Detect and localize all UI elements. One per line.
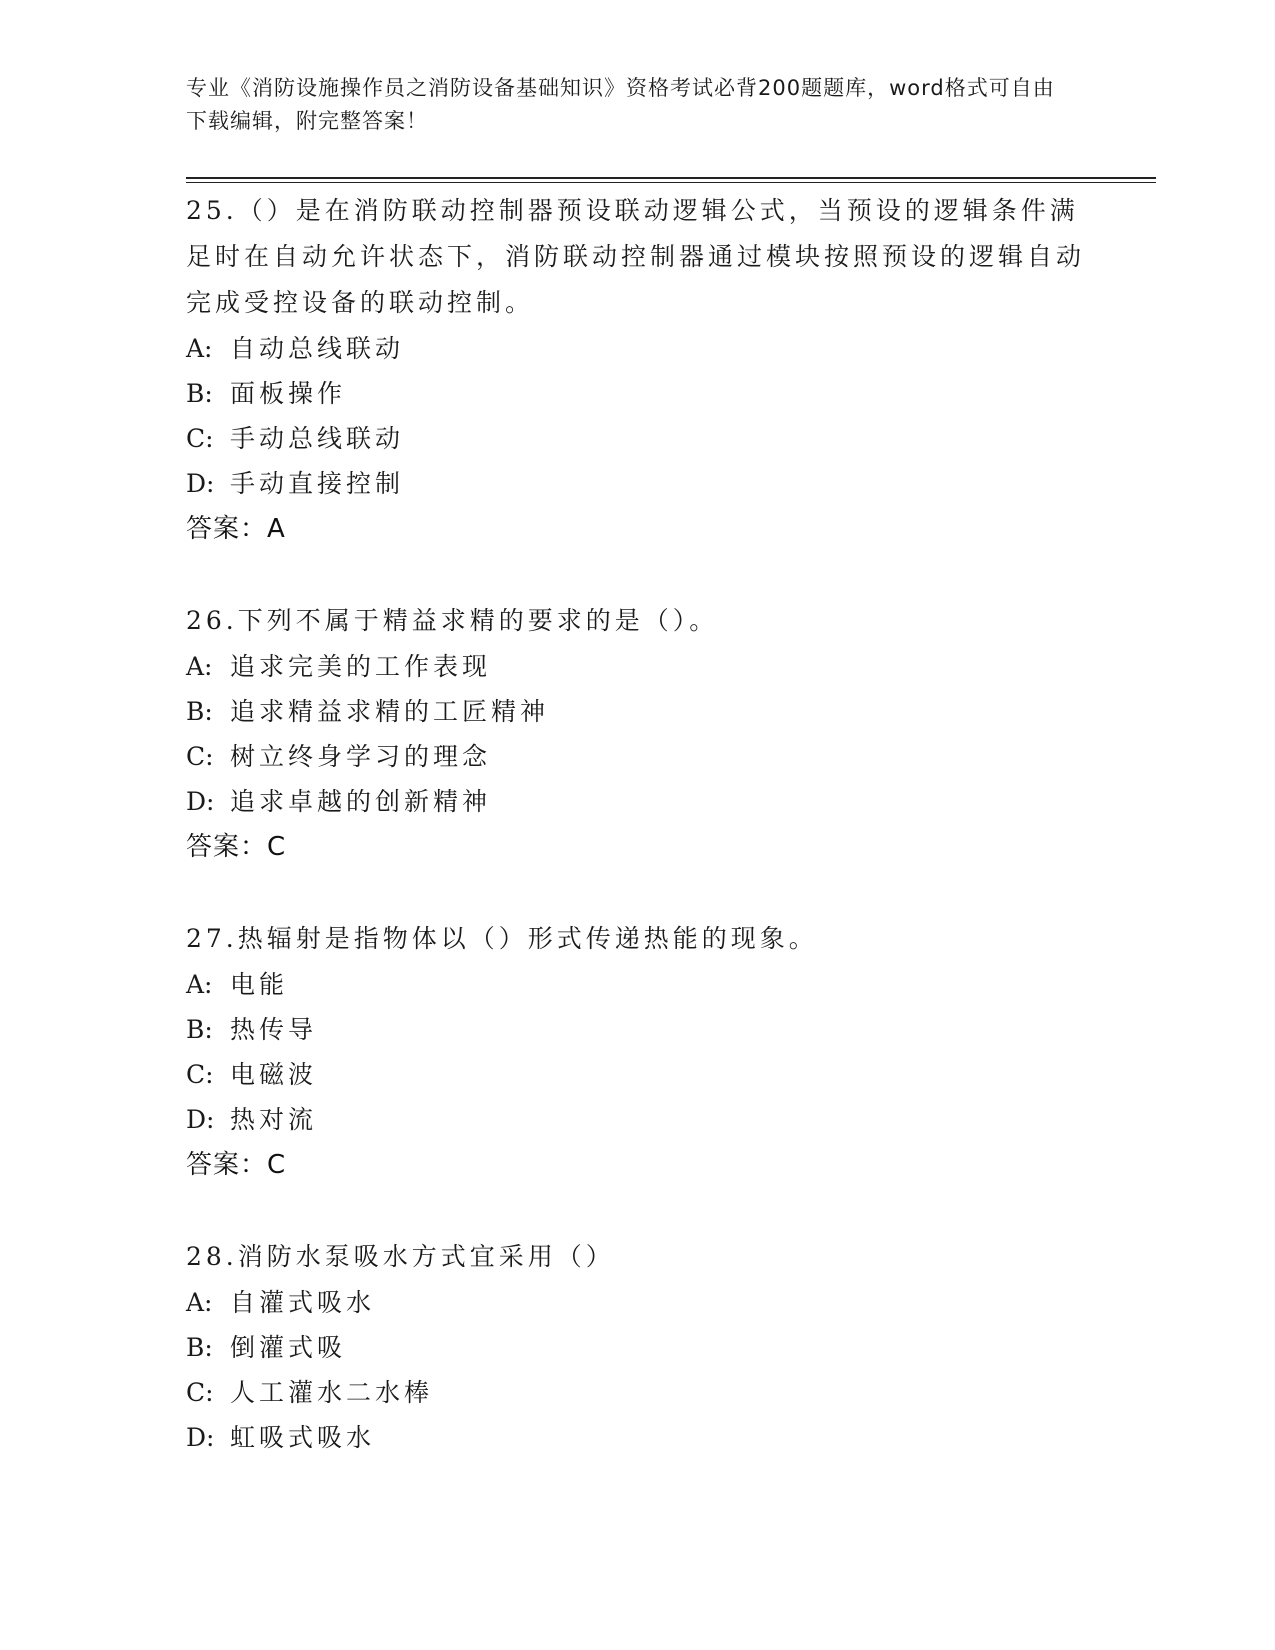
option-letter: C: bbox=[186, 1378, 214, 1407]
option-b bbox=[186, 371, 1086, 416]
question-list bbox=[186, 188, 1086, 1506]
option-letter: D: bbox=[186, 1423, 215, 1452]
option-text: 面板操作 bbox=[230, 379, 347, 408]
option-text: 追求精益求精的工匠精神 bbox=[230, 697, 550, 726]
option-text: 追求完美的工作表现 bbox=[230, 652, 492, 681]
option-letter: C: bbox=[186, 742, 214, 771]
question-stem: 25.（）是在消防联动控制器预设联动逻辑公式，当预设的逻辑条件满足时在自动允许状态下，消防联动控制器通过模块按照预设的逻辑自动完成受控设备的联动控制。 bbox=[186, 196, 1086, 317]
option-a bbox=[186, 326, 1086, 371]
option-text: 自灌式吸水 bbox=[230, 1288, 376, 1317]
option-text: 树立终身学习的理念 bbox=[230, 742, 492, 771]
document-header: 专业《消防设施操作员之消防设备基础知识》资格考试必背200题题库，word格式可自由下载编辑，附完整答案！ bbox=[186, 76, 1055, 133]
option-letter: B: bbox=[186, 697, 213, 726]
option-letter: A: bbox=[186, 1288, 213, 1317]
question-27 bbox=[186, 916, 1086, 1188]
option-text: 手动总线联动 bbox=[230, 424, 405, 453]
option-letter: B: bbox=[186, 1015, 213, 1044]
option-text: 电磁波 bbox=[230, 1060, 318, 1089]
option-text: 虹吸式吸水 bbox=[230, 1423, 376, 1452]
answer-line: 答案：C bbox=[186, 1150, 287, 1180]
answer-line: 答案：C bbox=[186, 832, 287, 862]
option-b bbox=[186, 689, 1086, 734]
option-text: 自动总线联动 bbox=[230, 334, 405, 363]
option-d bbox=[186, 1097, 1086, 1142]
option-a bbox=[186, 1280, 1086, 1325]
option-c bbox=[186, 734, 1086, 779]
option-c bbox=[186, 1052, 1086, 1097]
header-divider-thin bbox=[186, 182, 1156, 183]
question-28 bbox=[186, 1234, 1086, 1460]
option-letter: D: bbox=[186, 469, 215, 498]
question-26 bbox=[186, 598, 1086, 870]
option-text: 追求卓越的创新精神 bbox=[230, 787, 492, 816]
option-letter: B: bbox=[186, 379, 213, 408]
option-d bbox=[186, 1415, 1086, 1460]
option-letter: A: bbox=[186, 970, 213, 999]
option-letter: D: bbox=[186, 1105, 215, 1134]
option-text: 电能 bbox=[230, 970, 289, 999]
question-25 bbox=[186, 188, 1086, 552]
option-letter: A: bbox=[186, 652, 213, 681]
option-c bbox=[186, 1370, 1086, 1415]
option-a bbox=[186, 644, 1086, 689]
answer-line: 答案：A bbox=[186, 514, 286, 544]
option-c bbox=[186, 416, 1086, 461]
option-d bbox=[186, 461, 1086, 506]
question-stem: 27.热辐射是指物体以（）形式传递热能的现象。 bbox=[186, 924, 818, 953]
question-stem: 28.消防水泵吸水方式宜采用（） bbox=[186, 1242, 615, 1271]
option-letter: A: bbox=[186, 334, 213, 363]
option-a bbox=[186, 962, 1086, 1007]
option-letter: C: bbox=[186, 424, 214, 453]
option-text: 热对流 bbox=[230, 1105, 318, 1134]
option-d bbox=[186, 779, 1086, 824]
option-letter: D: bbox=[186, 787, 215, 816]
option-text: 人工灌水二水棒 bbox=[230, 1378, 434, 1407]
option-letter: C: bbox=[186, 1060, 214, 1089]
option-b bbox=[186, 1325, 1086, 1370]
option-text: 倒灌式吸 bbox=[230, 1333, 347, 1362]
question-stem: 26.下列不属于精益求精的要求的是（）。 bbox=[186, 606, 719, 635]
option-letter: B: bbox=[186, 1333, 213, 1362]
option-b bbox=[186, 1007, 1086, 1052]
option-text: 手动直接控制 bbox=[230, 469, 405, 498]
option-text: 热传导 bbox=[230, 1015, 318, 1044]
header-divider bbox=[186, 177, 1156, 179]
